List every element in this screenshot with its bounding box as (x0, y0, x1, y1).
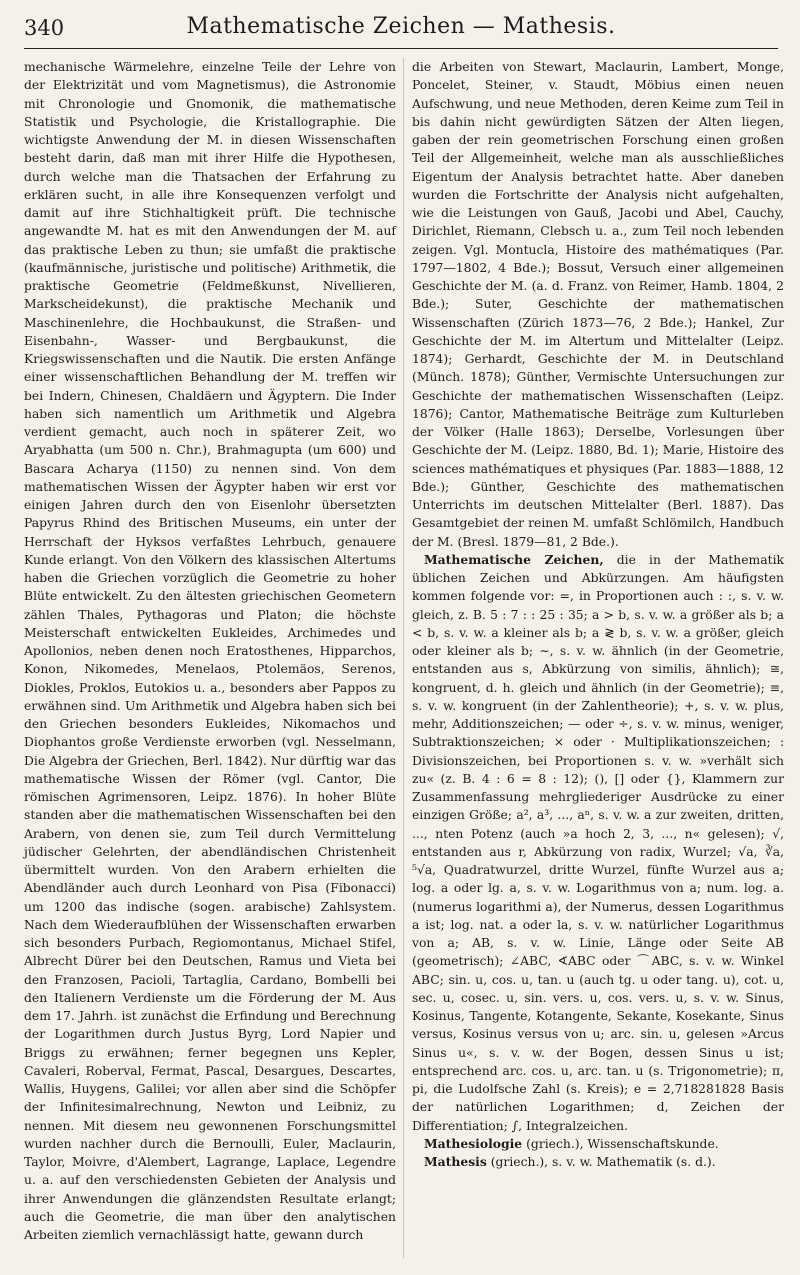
entry-mathesis (412, 1153, 784, 1171)
entry-body: (griech.), s. v. w. Mathematik (s. d.). (486, 1155, 716, 1169)
entry-mathesiologie (412, 1135, 784, 1153)
entry-body: die in der Mathematik üblichen Zeichen und Abkürzungen. Am häufigsten kommen folgende vor: =, in Proportionen auch : :, s. v. w. gleich, z. B. 5 : 7 : : 25 : 35; a > b, s. v. w. a größer als b; a < b, s. v. w. a kleiner als b; a ≷ b, s. v. w. a größer, gleich oder kleiner als b; ∼, s. v. w. ähnlich (in der Geometrie, entstanden aus s, Abkürzung von similis, ähnlich); ≅, kongruent, d. h. gleich und ähnlich (in der Geometrie); ≡, s. v. w. kongruent (in der Zahlentheorie); +, s. v. w. plus, mehr, Additionszeichen; — oder ÷, s. v. w. minus, weniger, Subtraktionszeichen; × oder · Multiplikationszeichen; : Divisionszeichen, bei Proportionen s. v. w. »verhält sich zu« (z. B. 4 : 6 = 8 : 12); (), [] oder {}, Klammern zur Zusammenfassung mehrgliederiger Ausdrücke zu einer einzigen Größe; a², a³, ..., aⁿ, s. v. w. a zur zweiten, dritten, ..., nten Potenz (auch »a hoch 2, 3, ..., n« gelesen); √, entstanden aus r, Abkürzung von radix, Wurzel; √a, ∛a, ⁵√a, Quadratwurzel, dritte Wurzel, fünfte Wurzel aus a; log. a oder lg. a, s. v. w. Logarithmus von a; num. log. a. (numerus logarithmi a), der Numerus, dessen Logarithmus a ist; log. nat. a oder la, s. v. w. natürlicher Logarithmus von a; AB, s. v. w. Linie, Länge oder Seite AB (geometrisch); ∠ABC, ∢ABC oder ⌒ABC, s. v. w. Winkel ABC; sin. u, cos. u, tan. u (auch tg. u oder tang. u), cot. u, sec. u, cosec. u, sin. vers. u, cos. vers. u, s. v. w. Sinus, Kosinus, Tangente, Kotangente, Sekante, Kosekante, Sinus versus, Kosinus versus von u; arc. sin. u, gelesen »Arcus Sinus u«, s. v. w. der Bogen, dessen Sinus u ist; entsprechend arc. cos. u, arc. tan. u (s. Trigonometrie); π, pi, die Ludolfsche Zahl (s. Kreis); e = 2,718281828 Basis der natürlichen Logarithmen; d, Zeichen der Differentiation; ∫, Integralzeichen. (412, 552, 784, 1133)
entry-headword: Mathesiologie (424, 1135, 523, 1151)
paragraph-mathematik-history: mechanische Wärmelehre, einzelne Teile der Lehre von der Elektrizität und vom Magnetismus), die Astronomie mit Chronologie und Gnomonik, die mathematische Statistik und Psychologie, die Kristallographie. Die wichtigste Anwendung der M. in diesen Wissenschaften besteht darin, daß man mit ihrer Hilfe die Hypothesen, durch welche man die Thatsachen der Erfahrung zu erklären sucht, in alle ihre Konsequenzen verfolgt und damit auf ihre Stichhaltigkeit prüft. Die technische angewandte M. hat es mit den Anwendungen der M. auf das praktische Leben zu thun; sie umfaßt die praktische (kaufmännische, juristische und politische) Arithmetik, die praktische Geometrie (Feldmeßkunst, Nivellieren, Markscheidekunst), die praktische Mechanik und Maschinenlehre, die Hochbaukunst, die Straßen- und Eisenbahn-, Wasser- und Bergbaukunst, die Kriegswissenschaften und die Nautik. Die ersten Anfänge einer wissenschaftlichen Behandlung der M. treffen wir bei Indern, Chinesen, Chaldäern und Ägyptern. Die Inder haben sich namentlich um Arithmetik und Algebra verdient gemacht, auch noch in späterer Zeit, wo Aryabhatta (um 500 n. Chr.), Brahmagupta (um 600) und Bascara Acharya (1150) zu nennen sind. Von dem mathematischen Wissen der Ägypter haben wir erst vor einigen Jahren durch den von Eisenlohr übersetzten Papyrus Rhind des Britischen Museums, ein unter der Herrschaft der Hyksos verfaßtes Lehrbuch, genauere Kunde erlangt. Von den Völkern des klassischen Altertums haben die Griechen vorzüglich die Geometrie zu hoher Blüte entwickelt. Zu den ältesten griechischen Geometern zählen Thales, Pythagoras und Platon; die höchste Meisterschaft entwickelten Eukleides, Archimedes und Apollonios, neben denen noch Eratosthenes, Hipparchos, Konon, Nikomedes, Menelaos, Ptolemäos, Serenos, Diokles, Proklos, Eutokios u. a., besonders aber Pappos zu erwähnen sind. Um Arithmetik und Algebra haben sich bei den Griechen besonders Eukleides, Nikomachos und Diophantos große Verdienste erworben (vgl. Nesselmann, Die Algebra der Griechen, Berl. 1842). Nur dürftig war das mathematische Wissen der Römer (vgl. Cantor, Die römischen Agrimensoren, Leipz. 1876). In hoher Blüte standen aber die mathematischen Wissenschaften bei den Arabern, von denen sie, zum Teil durch Vermittelung jüdischer Gelehrten, der abendländischen Christenheit übermittelt wurden. Von den Arabern erhielten die Abendländer auch durch Leonhard von Pisa (Fibonacci) um 1200 das indische (sogen. arabische) Zahlsystem. Nach dem Wiederaufblühen der Wissenschaften erwarben sich besonders Purbach, Regiomontanus, Michael Stifel, Albrecht Dürer bei den Deutschen, Ramus und Vieta bei den Franzosen, Pacioli, Tartaglia, Cardano, Bombelli bei den Italienern Verdienste um die Förderung der M. Aus dem 17. Jahrh. ist zunächst die Erfindung und Berechnung der Logarithmen durch Justus Byrg, Lord Napier und Briggs zu erwähnen; ferner begegnen uns Kepler, Cavaleri, Roberval, Fermat, Pascal, Desargues, Descartes, Wallis, Huygens, Galilei; vor allen aber sind die Schöpfer der Infinitesimalrechnung, Newton und Leibniz, zu nennen. Mit diesem neu gewonnenen Forschungsmittel wurden nachher durch die Bernoulli, Euler, Maclaurin, Taylor, Moivre, d'Alembert, Lagrange, Laplace, Legendre u. a. auf den verschiedensten Gebieten der Analysis und ihrer Anwendungen die glänzendsten Resultate erlangt; auch die Geometrie, die man über den analytischen Arbeiten ziemlich vernachlässigt hatte, gewann durch (24, 60, 396, 1242)
entry-body: (griech.), Wissenschaftskunde. (522, 1136, 719, 1151)
entry-headword: Mathesis (424, 1154, 487, 1169)
page-number: 340 (24, 16, 65, 40)
running-title: Mathematische Zeichen — Mathesis. (186, 14, 616, 39)
entry-mathematische-zeichen (412, 551, 784, 1135)
paragraph-bibliography: die Arbeiten von Stewart, Maclaurin, Lambert, Monge, Poncelet, Steiner, v. Staudt, Möbius einen neuen Aufschwung, und neue Methoden, deren Keime zum Teil in bis dahin nicht gewürdigten Sätzen der Alten liegen, gaben der rein geometrischen Forschung einen großen Teil der Allgemeinheit, welche man als ausschließliches Eigentum der Analysis betrachtet hatte. Aber daneben wurden die Fortschritte der Analysis nicht aufgehalten, wie die Leistungen von Gauß, Jacobi und Abel, Cauchy, Dirichlet, Riemann, Clebsch u. a., zum Teil noch lebenden zeigen. Vgl. Montucla, Histoire des mathématiques (Par. 1797—1802, 4 Bde.); Bossut, Versuch einer allgemeinen Geschichte der M. (a. d. Franz. von Reimer, Hamb. 1804, 2 Bde.); Suter, Geschichte der mathematischen Wissenschaften (Zürich 1873—76, 2 Bde.); Hankel, Zur Geschichte der M. im Altertum und Mittelalter (Leipz. 1874); Gerhardt, Geschichte der M. in Deutschland (Münch. 1878); Günther, Vermischte Untersuchungen zur Geschichte der mathematischen Wissenschaften (Leipz. 1876); Cantor, Mathematische Beiträge zum Kulturleben der Völker (Halle 1863); Derselbe, Vorlesungen über Geschichte der M. (Leipz. 1880, Bd. 1); Marie, Histoire des sciences mathématiques et physiques (Par. 1883—1888, 12 Bde.); Günther, Geschichte des mathematischen Unterrichts im deutschen Mittelalter (Berl. 1887). Das Gesamtgebiet der reinen M. umfaßt Schlömilch, Handbuch der M. (Bresl. 1879—81, 2 Bde.). (412, 60, 784, 549)
column-divider (403, 58, 404, 1258)
page-header (24, 14, 778, 49)
right-column (412, 58, 784, 1171)
left-column (24, 58, 396, 1244)
entry-headword: Mathematische Zeichen, (424, 551, 604, 567)
